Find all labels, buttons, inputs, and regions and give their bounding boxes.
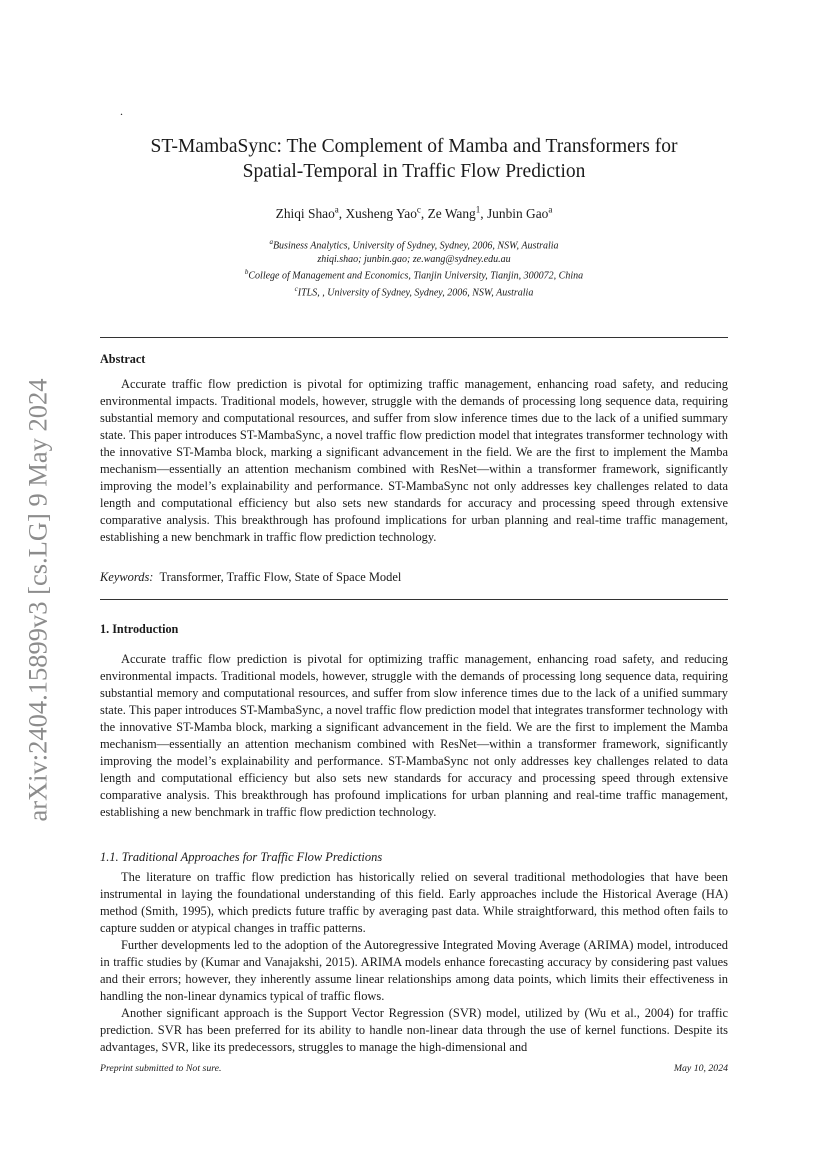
introduction-heading: 1. Introduction <box>100 622 179 636</box>
section-1-1-heading: 1.1. Traditional Approaches for Traffic Flow Predictions <box>100 850 383 864</box>
affiliation: $^b$College of Management and Economics, Tianjin University, Tianjin, 300072, China <box>244 268 584 282</box>
introduction-text: Accurate traffic flow prediction is pivotal for optimizing traffic management, enhancing road safety, and reducing environmental impacts. Traditional models, however, struggle with the demands of processing long sequence data, requiring substantial memory and computational resources, and suffer from slow inference times due to the lack of a unified summary state. This paper introduces ST-MambaSync, a novel traffic flow prediction model that integrates transformer technology with the innovative ST-Mamba block, marking a significant advancement in the field. We are the first to implement the Mamba mechanism—essentially an attention mechanism combined with ResNet—within a transformer framework, significantly improving the model’s explainability and performance. ST-MambaSync not only addresses key challenges related to data length and computational efficiency but also sets new standards for accuracy and processing speed through extensive comparative analysis. This breakthrough has profound implications for urban planning and real-time traffic management, establishing a new benchmark in traffic flow prediction technology. <box>100 652 728 819</box>
title-line-1: ST-MambaSync: The Complement of Mamba and Transformers for <box>150 136 678 157</box>
footer-preprint-note: Preprint submitted to Not sure. <box>100 1063 222 1074</box>
author: Junbin Gao$^a$ <box>486 205 553 222</box>
paper-title <box>100 134 728 184</box>
stray-mark: . <box>120 104 123 118</box>
keywords-label: Keywords: <box>100 570 154 584</box>
footer-date: May 10, 2024 <box>673 1063 728 1074</box>
author: Xusheng Yao$^c$, <box>345 205 428 222</box>
abstract-bottom-rule <box>100 599 728 600</box>
paragraph: Further developments led to the adoption of the Autoregressive Integrated Moving Average (ARIMA) model, introduced in traffic studies by (Kumar and Vanajakshi, 2015). ARIMA models enhance forecasting accuracy by considering past values and their errors; however, they inherently assume linear relationships among data points, which limits their effectiveness in handling the non-linear dynamics typical of traffic flows. <box>100 937 728 1003</box>
author: Zhiqi Shao$^a$, <box>275 205 346 222</box>
arxiv-stamp: arXiv:2404.15899v3 [cs.LG] 9 May 2024 <box>22 378 53 822</box>
affiliation: $^c$ITLS, , University of Sydney, Sydney, 2006, NSW, Australia <box>294 285 534 299</box>
abstract-top-rule <box>100 337 728 338</box>
abstract-heading: Abstract <box>100 352 146 366</box>
paragraph: The literature on traffic flow prediction has historically relied on several traditional methodologies that have been instrumental in laying the foundational understanding of this field. Early approaches include the Historical Average (HA) method (Smith, 1995), which predicts future traffic by averaging past data. While straightforward, this method often fails to capture sudden or atypical changes in traffic patterns. <box>100 870 728 935</box>
section-1-1-body <box>100 869 728 1055</box>
author-list <box>100 205 728 222</box>
affiliation: $^a$Business Analytics, University of Sydney, Sydney, 2006, NSW, Australia <box>269 238 559 252</box>
keywords <box>100 570 401 585</box>
affiliations <box>100 236 728 300</box>
author: Ze Wang$^1$, <box>427 205 487 222</box>
affiliation-emails: zhiqi.shao; junbin.gao; ze.wang@sydney.edu.au <box>317 253 511 265</box>
abstract-text: Accurate traffic flow prediction is pivotal for optimizing traffic management, enhancing road safety, and reducing environmental impacts. Traditional models, however, struggle with the demands of processing long sequence data, requiring substantial memory and computational resources, and suffer from slow inference times due to the lack of a unified summary state. This paper introduces ST-MambaSync, a novel traffic flow prediction model that integrates transformer technology with the innovative ST-Mamba block, marking a significant advancement in the field. We are the first to implement the Mamba mechanism—essentially an attention mechanism combined with ResNet—within a transformer framework, significantly improving the model’s explainability and performance. ST-MambaSync not only addresses key challenges related to data length and computational efficiency but also sets new standards for accuracy and processing speed through extensive comparative analysis. This breakthrough has profound implications for urban planning and real-time traffic management, establishing a new benchmark in traffic flow prediction technology. <box>100 377 728 544</box>
paragraph: Another significant approach is the Support Vector Regression (SVR) model, utilized by (Wu et al., 2004) for traffic prediction. SVR has been preferred for its ability to handle non-linear data through the use of kernel functions. Despite its advantages, SVR, like its predecessors, struggles to manage the high-dimensional and <box>100 1005 728 1054</box>
keywords-text: Transformer, Traffic Flow, State of Space Model <box>159 570 402 584</box>
title-line-2: Spatial-Temporal in Traffic Flow Prediction <box>242 161 586 182</box>
